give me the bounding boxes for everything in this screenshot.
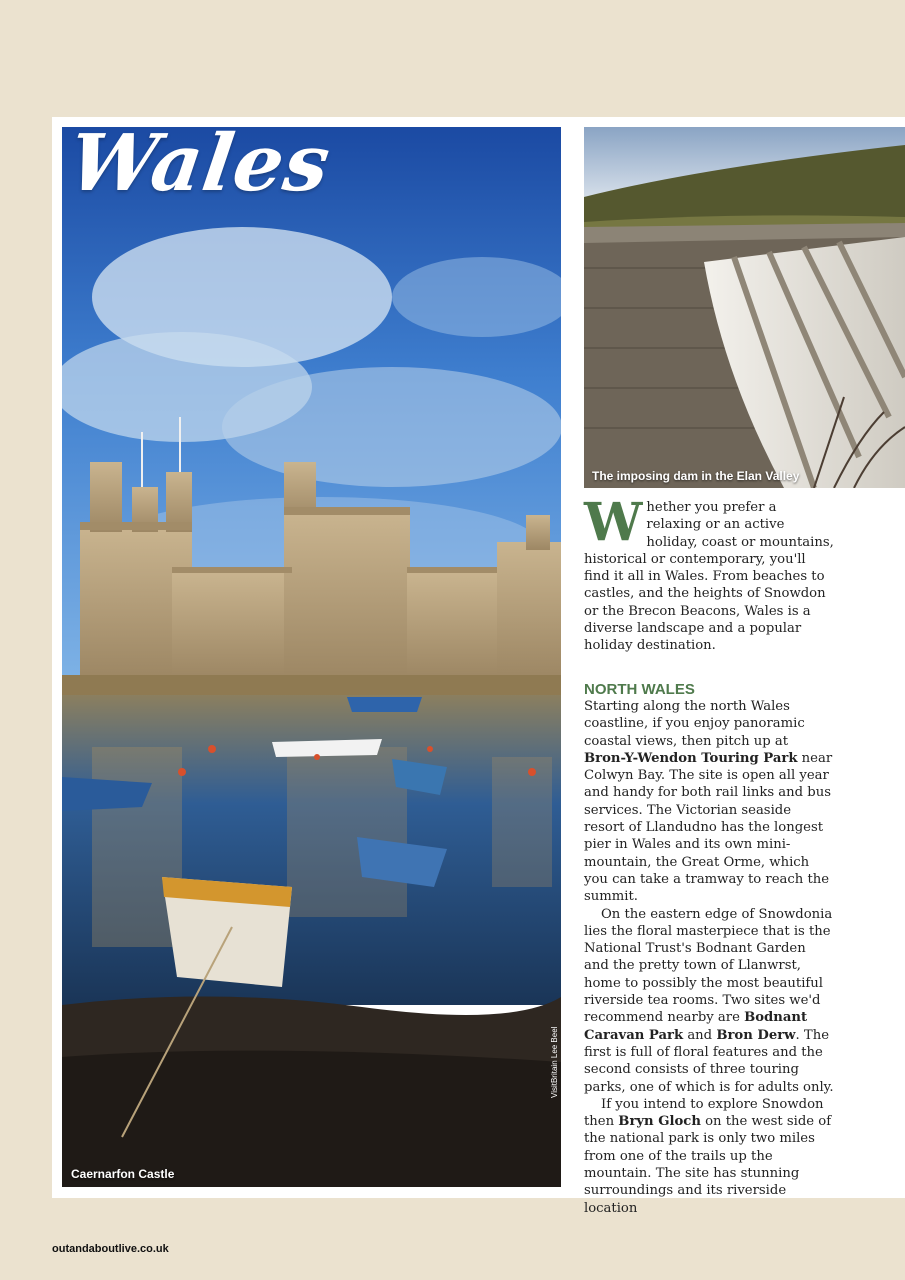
p1-text-c: near Colwyn Bay. The site is open all year and handy for both rail links and bus services. The Victorian seaside resort of Llandudno has the longest pier in Wales and its own mini-mountain, the Great Orme, which you can take a tramway to reach the summit.: [584, 750, 833, 905]
site-name-bron-y-wendon: Bron-Y-Wendon Touring Park: [584, 750, 798, 766]
photo-credit: VisitBritain Lee Beel: [550, 1026, 559, 1098]
hero-photo-caernarfon-castle: [62, 127, 561, 1187]
site-name-bron-derw: Bron Derw: [716, 1027, 796, 1043]
paragraph-3: [584, 1096, 834, 1217]
paragraph-2: [584, 906, 834, 1096]
footer-url: outandaboutlive.co.uk: [52, 1243, 169, 1255]
article-body: [584, 492, 834, 1217]
page-title: Wales: [63, 118, 336, 209]
p1-text-a: Starting along the north Wales coastline, if you enjoy panoramic coastal views, then pitch up at: [584, 698, 805, 749]
p3-text-c: on the west side of the national park is only two miles from one of the trails up the mountain. The site has stunning surroundings and its riverside location: [584, 1114, 832, 1216]
p3-text-a: If you intend to explore Snowdon then: [584, 1096, 824, 1130]
dam-caption: The imposing dam in the Elan Valley: [592, 469, 800, 483]
hero-caption: Caernarfon Castle: [71, 1167, 175, 1181]
intro-paragraph: [584, 492, 834, 655]
dam-photo-elan-valley: [584, 127, 905, 488]
p2-text-a: On the eastern edge of Snowdonia lies the floral masterpiece that is the National Trust's Bodnant Garden and the pretty town of Llanwrst, home to possibly the most beautiful riverside tea rooms. Two sites we'd recommend nearby are: [584, 906, 833, 1026]
site-name-bryn-gloch: Bryn Gloch: [618, 1114, 701, 1130]
site-name-bodnant: Bodnant Caravan Park: [584, 1010, 808, 1043]
intro-text: hether you prefer a relaxing or an active holiday, coast or mountains, historical or contemporary, you'll find it all in Wales. From beaches to castles, and the heights of Snowdon or the Brecon Beacons, Wales is a diverse landscape and a popular holiday destination.: [584, 500, 834, 654]
section-heading-north-wales: NORTH WALES: [584, 680, 695, 698]
p2-text-c: and: [683, 1027, 717, 1043]
p2-text-e: . The first is full of floral features and the second consists of three touring parks, one of which is for adults only.: [584, 1027, 834, 1095]
drop-cap: W: [584, 492, 643, 553]
paragraph-1: [584, 698, 834, 906]
